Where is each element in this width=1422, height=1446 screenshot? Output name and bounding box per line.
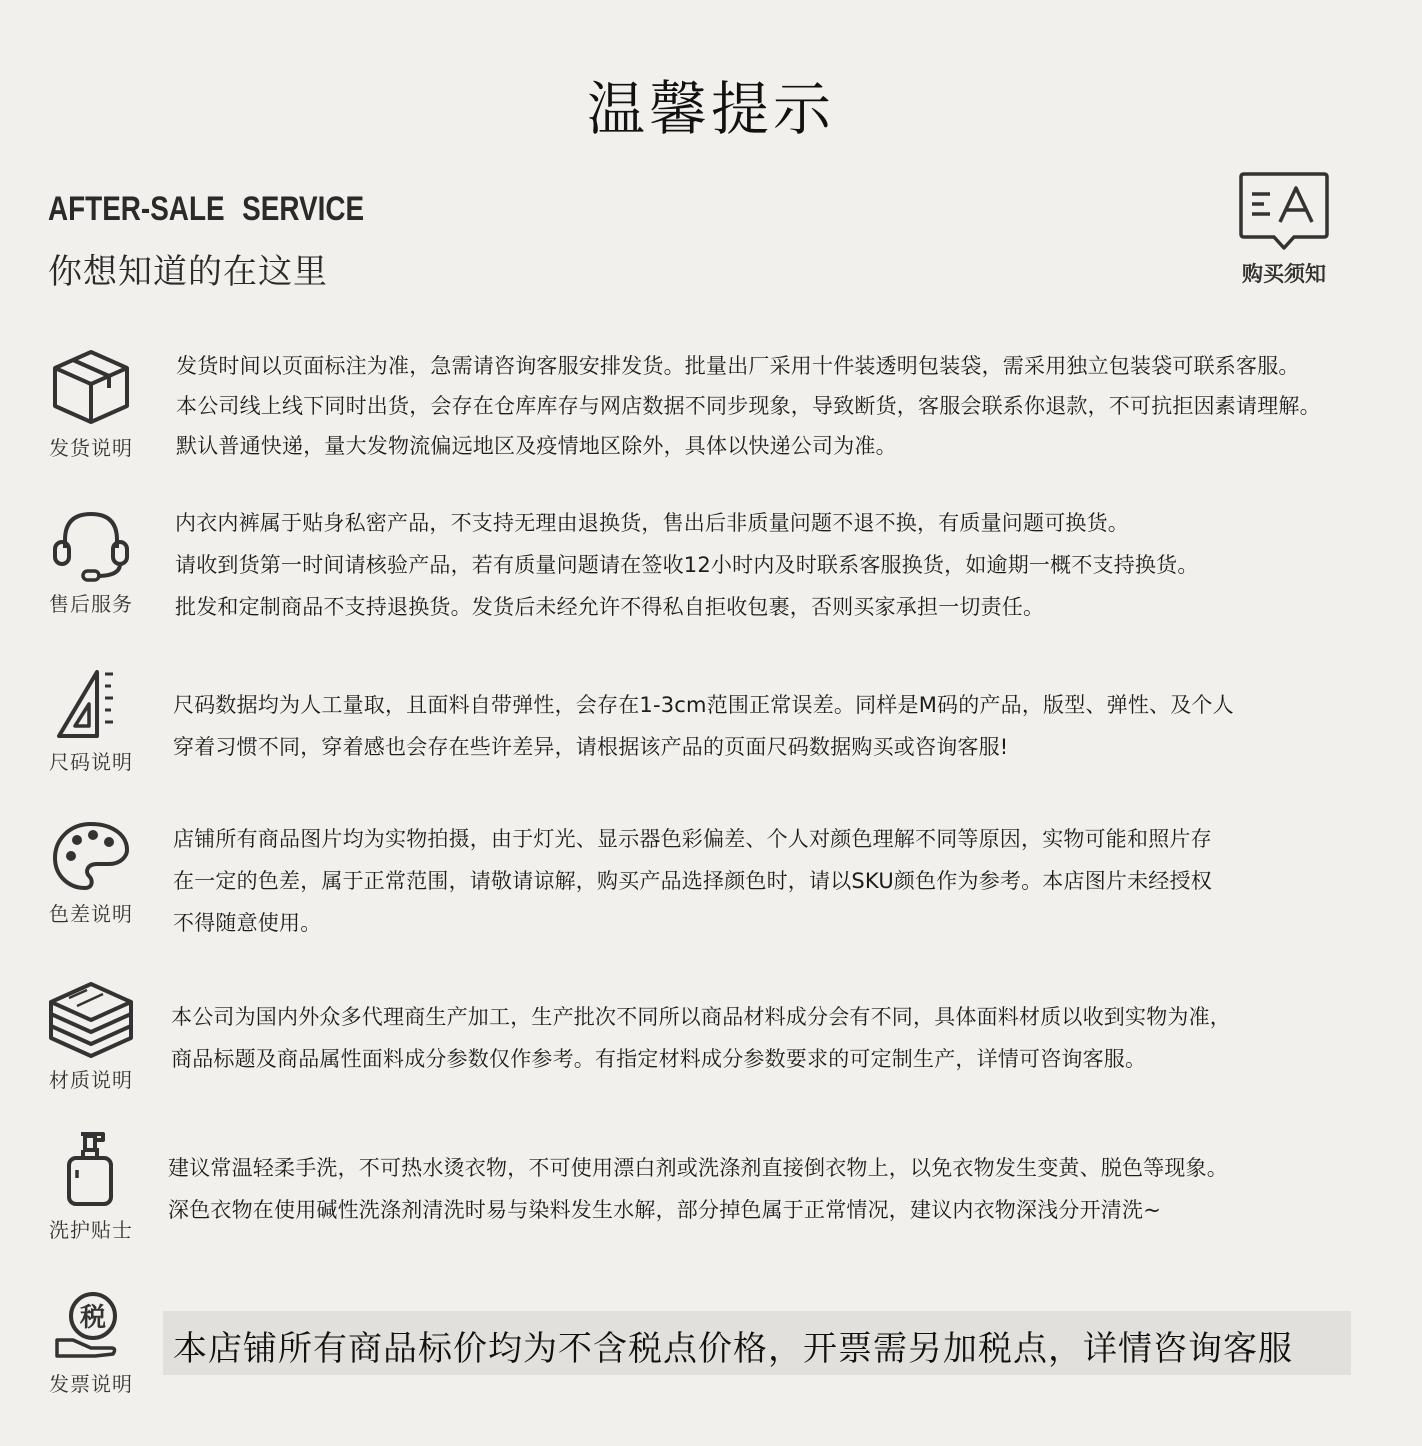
purchase-notice-label: 购买须知 [1242,262,1326,286]
palette-icon [51,820,131,892]
section-text [175,502,1199,628]
invoice-banner [163,1311,1351,1375]
text-line: 店铺所有商品图片均为实物拍摄，由于灯光、显示器色彩偏差、个人对颜色理解不同等原因，实物可能和照片存 [173,827,1212,851]
text-line: 内衣内裤属于贴身私密产品，不支持无理由退换货，售出后非质量问题不退不换，有质量问题可换货。 [175,511,1129,535]
text-line: 建议常温轻柔手洗，不可热水烫衣物，不可使用漂白剂或洗涤剂直接倒衣物上，以免衣物发生变黄、脱色等现象。 [168,1156,1228,1180]
text-line: 在一定的色差，属于正常范围，请敬请谅解，购买产品选择颜色时，请以SKU颜色作为参考。本店图片未经授权 [173,869,1212,893]
section-label: 色差说明 [49,902,133,926]
section-icon-group [40,820,142,927]
text-line: 本公司为国内外众多代理商生产加工，生产批次不同所以商品材料成分会有不同，具体面料材质以收到实物为准， [171,1005,1231,1029]
headset-icon [51,508,131,582]
soap-bottle-icon [51,1130,131,1208]
section-text [173,818,1212,944]
section-label: 洗护贴士 [49,1218,133,1242]
section-icon-group [40,668,142,775]
section-text [171,996,1231,1080]
notice-chat-icon [1238,170,1330,250]
layers-icon [47,980,135,1058]
section-icon-group [40,980,142,1093]
invoice-banner-text: 本店铺所有商品标价均为不含税点价格，开票需另加税点，详情咨询客服 [173,1329,1293,1369]
text-line: 本公司线上线下同时出货，会存在仓库库存与网店数据不同步现象，导致断货，客服会联系你退款，不可抗拒因素请理解。 [176,394,1321,418]
section-text [176,346,1321,466]
section-icon-group [40,1130,142,1243]
text-line: 默认普通快递，量大发物流偏远地区及疫情地区除外，具体以快递公司为准。 [176,434,897,458]
tax-icon [51,1290,131,1362]
purchase-notice-badge [1228,170,1340,288]
text-line: 批发和定制商品不支持退换货。发货后未经允许不得私自拒收包裹，否则买家承担一切责任。 [175,595,1045,619]
section-icon-group [40,1290,142,1397]
after-sale-heading: AFTER-SALE SERVICE [48,190,365,228]
text-line: 请收到货第一时间请核验产品，若有质量问题请在签收12小时内及时联系客服换货，如逾期一概不支持换货。 [175,553,1199,577]
text-line: 尺码数据均为人工量取，且面料自带弹性，会存在1-3cm范围正常误差。同样是M码的产品，版型、弹性、及个人 [173,693,1234,717]
section-label: 尺码说明 [49,750,133,774]
section-label: 售后服务 [49,592,133,616]
ruler-triangle-icon [51,668,131,740]
section-icon-group [40,348,142,461]
page-title: 温馨提示 [586,75,835,143]
tax-icon-text: 税 [79,1303,107,1333]
text-line: 深色衣物在使用碱性洗涤剂清洗时易与染料发生水解，部分掉色属于正常情况，建议内衣物深浅分开清洗~ [168,1198,1161,1222]
section-label: 发货说明 [49,436,133,460]
text-line: 商品标题及商品属性面料成分参数仅作参考。有指定材料成分参数要求的可定制生产，详情可咨询客服。 [171,1047,1147,1071]
text-line: 穿着习惯不同，穿着感也会存在些许差异，请根据该产品的页面尺码数据购买或咨询客服! [173,735,1009,759]
section-icon-group [40,508,142,617]
section-label: 发票说明 [49,1372,133,1396]
section-text [168,1147,1228,1231]
sub-heading: 你想知道的在这里 [48,252,328,292]
text-line: 发货时间以页面标注为准，急需请咨询客服安排发货。批量出厂采用十件装透明包装袋，需采用独立包装袋可联系客服。 [176,354,1300,378]
section-text [173,684,1234,768]
text-line: 不得随意使用。 [173,911,322,935]
section-label: 材质说明 [49,1068,133,1092]
box-icon [51,348,131,426]
